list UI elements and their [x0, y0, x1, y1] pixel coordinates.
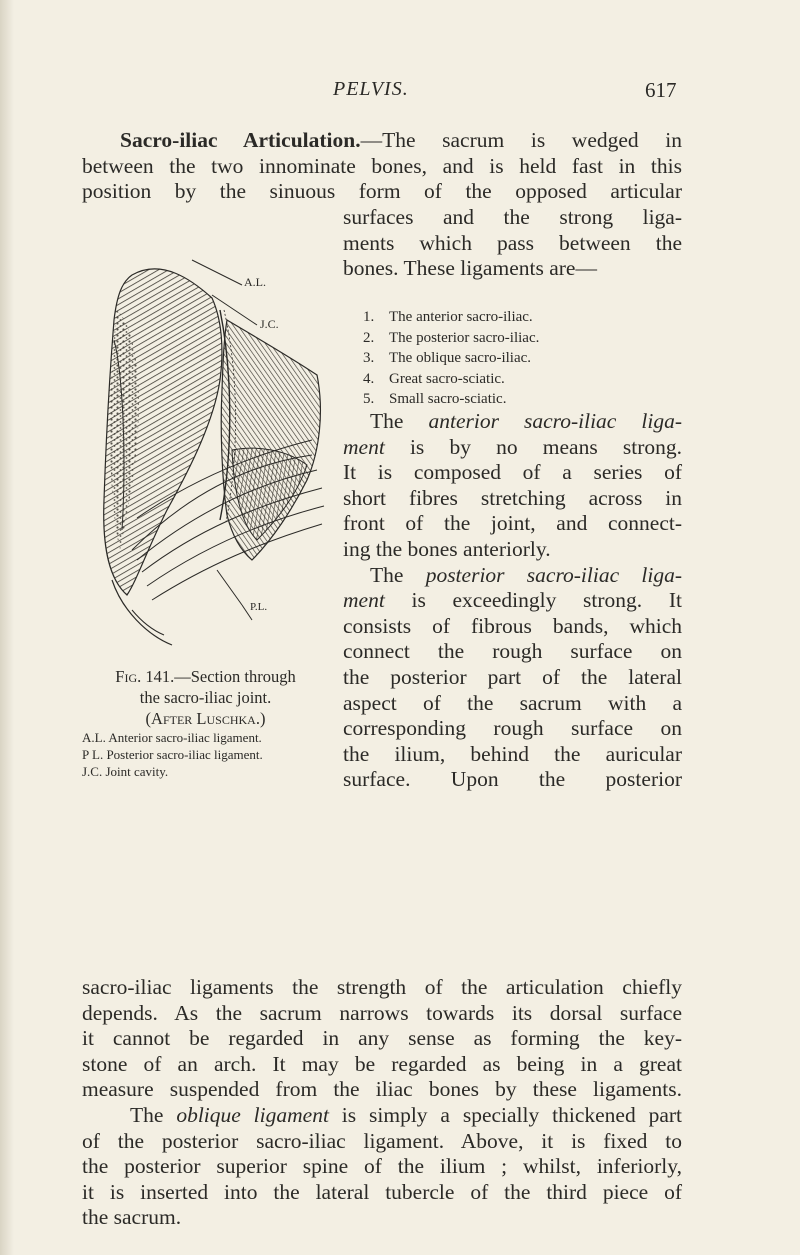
posterior-line-1: The posterior sacro-iliac liga- — [370, 562, 682, 587]
figure-number: Fig. 141. — [115, 667, 175, 686]
ligament-list — [363, 307, 683, 410]
posterior-line-2: ment is exceedingly strong. It — [343, 588, 682, 613]
legend-row: P L. Posterior sacro-iliac ligament. — [82, 747, 263, 762]
intro-line-1: Sacro-iliac Articulation.—The sacrum is wedged in — [120, 128, 683, 152]
intro-line-2: between the two innominate bones, and is held fast in this — [82, 153, 682, 178]
label-al: A.L. — [244, 275, 266, 289]
label-pl: P.L. — [250, 601, 268, 613]
section-heading: Sacro-iliac Articulation. — [120, 128, 361, 152]
intro-paragraph — [82, 128, 682, 205]
figure-caption: Fig. 141.—Section through the sacro-iliac joint. (After Luschka.) — [115, 667, 296, 728]
page-number: 617 — [645, 78, 677, 102]
al-leader-line — [192, 260, 242, 285]
list-item: 2. The posterior sacro-iliac. — [363, 329, 540, 346]
legend-row: A.L. Anterior sacro-iliac ligament. — [82, 730, 262, 745]
continuation-paragraph: sacro-iliac ligaments the strength of the articulation chiefly depends. As the sacrum narrows towards its dorsal surface it cannot be regarded in any sense as forming the key- stone of an arch. It may be regarded as being in a great measure suspended from the iliac bones by these ligaments. The oblique ligament is simply a specially thickened part of the posterior sacro-iliac ligament. Above, it is fixed to the posterior superior spine of the ilium ; whilst, inferiorly, it is inserted into the lateral tubercle of the third piece of the sacrum. — [82, 975, 682, 1230]
intro-line-3: position by the sinuous form of the opposed articular — [82, 179, 682, 204]
list-item: 5. Small sacro-sciatic. — [363, 391, 507, 408]
running-title: PELVIS. — [333, 78, 409, 100]
oblique-line-1: The oblique ligament is simply a specially thickened part — [130, 1102, 682, 1127]
sacro-iliac-section-figure — [92, 250, 337, 660]
anterior-posterior-paragraphs: The anterior sacro-iliac liga- ment is by no means strong. It is composed of a series of short fibres stretching across in front of the joint, and connect- ing the bones anteriorly. The posterior sacro-iliac liga- ment is exceedingly strong. It consists of fibrous bands, which connect the rough surface on the posterior part of the lateral aspect of the sacrum with a corresponding rough surface on the ilium, behind the auricular surface. Upon the posterior — [343, 409, 682, 792]
list-item: 4. Great sacro-sciatic. — [363, 370, 505, 387]
figure-legend — [82, 729, 342, 780]
pl-leader-line — [217, 570, 242, 605]
anterior-line-2: ment is by no means strong. — [343, 434, 682, 459]
running-head — [0, 78, 800, 108]
list-item: 1. The anterior sacro-iliac. — [363, 309, 533, 325]
list-item: 3. The oblique sacro-iliac. — [363, 350, 532, 367]
intro-wrap: surfaces and the strong liga- ments which pass between the bones. These ligaments are— — [343, 205, 682, 281]
legend-row: J.C. Joint cavity. — [82, 764, 169, 779]
page-gutter-shadow — [0, 0, 14, 1255]
label-jc: J.C. — [260, 317, 279, 331]
anterior-line-1: The anterior sacro-iliac liga- — [370, 409, 682, 433]
